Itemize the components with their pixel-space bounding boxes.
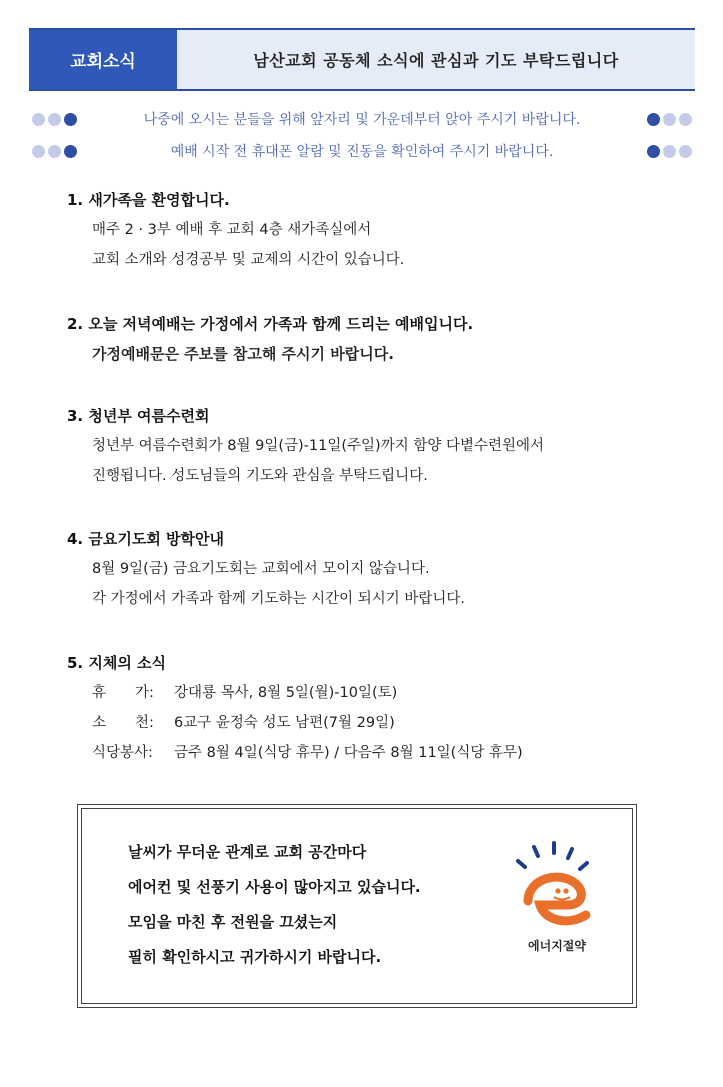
section-line: 매주 2 · 3부 예배 후 교회 4층 새가족실에서 [92, 222, 372, 238]
member-news-item [67, 708, 687, 738]
section-title: 1. 새가족을 환영합니다. [67, 191, 230, 209]
message-line: 모임을 마친 후 전원을 끄셨는지 [128, 913, 338, 931]
section-title: 4. 금요기도회 방학안내 [67, 530, 224, 548]
member-news-item [67, 678, 687, 708]
section-line: 교회 소개와 성경공부 및 교제의 시간이 있습니다. [92, 252, 405, 268]
section-evening-worship [67, 309, 687, 369]
dots-decoration-icon [632, 145, 695, 158]
section-youth-retreat [67, 401, 687, 491]
section-line: 8월 9일(금) 금요기도회는 교회에서 모이지 않습니다. [92, 561, 430, 577]
notice-text: 나중에 오시는 분들을 위해 앞자리 및 가운데부터 앉아 주시기 바랍니다. [143, 112, 581, 128]
item-value: 금주 8월 4일(식당 휴무) / 다음주 8월 11일(식당 휴무) [174, 745, 523, 761]
section-new-family [67, 185, 687, 275]
dots-decoration-icon [29, 145, 92, 158]
section-title: 5. 지체의 소식 [67, 654, 167, 672]
member-news-item [67, 738, 687, 768]
item-key: 소 천: [92, 715, 154, 731]
item-value: 강대룡 목사, 8월 5일(월)-10일(토) [174, 685, 398, 701]
section-line: 청년부 여름수련회가 8월 9일(금)-11일(주일)까지 함양 다볕수련원에서 [92, 438, 544, 454]
dots-decoration-icon [632, 113, 695, 126]
section-line: 가정예배문은 주보를 참고해 주시기 바랍니다. [92, 345, 394, 363]
energy-saving-box [77, 804, 637, 1008]
section-friday-prayer [67, 524, 687, 614]
section-tag: 교회소식 [29, 30, 177, 89]
dots-decoration-icon [29, 113, 92, 126]
notice-text: 예배 시작 전 휴대폰 알람 및 진동을 확인하여 주시기 바랍니다. [170, 144, 554, 160]
section-member-news [67, 648, 687, 768]
notice-row-1 [29, 106, 695, 132]
energy-saving-logo [510, 839, 604, 957]
message-line: 에어컨 및 선풍기 사용이 많아지고 있습니다. [128, 878, 421, 896]
section-line: 각 가정에서 가족과 함께 기도하는 시간이 되시기 바랍니다. [92, 591, 466, 607]
notice-row-2 [29, 138, 695, 164]
energy-message [128, 835, 421, 975]
page-header [29, 28, 695, 91]
page-title: 남산교회 공동체 소식에 관심과 기도 부탁드립니다 [177, 30, 695, 89]
item-key: 휴 가: [92, 685, 154, 701]
item-key: 식당봉사: [92, 745, 153, 761]
section-line: 진행됩니다. 성도님들의 기도와 관심을 부탁드립니다. [92, 468, 428, 484]
logo-caption: 에너지절약 [528, 939, 586, 953]
section-title: 2. 오늘 저녁예배는 가정에서 가족과 함께 드리는 예배입니다. [67, 315, 474, 333]
message-line: 날씨가 무더운 관계로 교회 공간마다 [128, 843, 367, 861]
item-value: 6교구 윤정숙 성도 남편(7월 29일) [174, 715, 395, 731]
message-line: 필히 확인하시고 귀가하시기 바랍니다. [128, 948, 382, 966]
energy-e-icon [510, 839, 604, 939]
section-title: 3. 청년부 여름수련회 [67, 407, 210, 425]
